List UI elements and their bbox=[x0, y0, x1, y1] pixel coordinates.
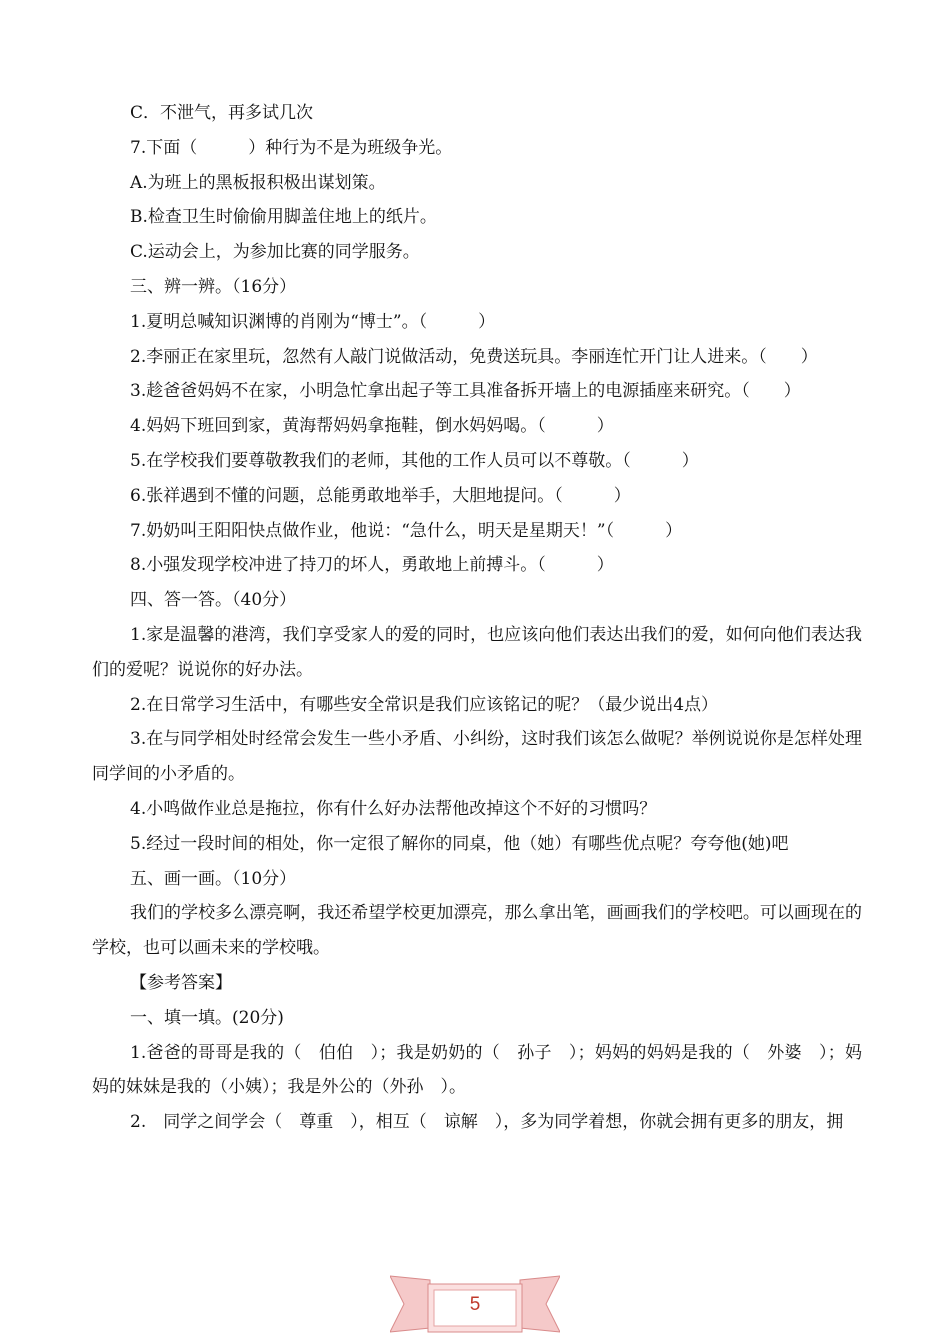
answer-question: 1.家是温馨的港湾，我们享受家人的爱的同时，也应该向他们表达出我们的爱，如何向他们表达我们的爱呢？说说你的好办法。 bbox=[92, 624, 862, 680]
page-footer bbox=[0, 1268, 950, 1344]
judge-item: 4.妈妈下班回到家，黄海帮妈妈拿拖鞋，倒水妈妈喝。（ ） bbox=[130, 416, 614, 437]
judge-item: 8.小强发现学校冲进了持刀的坏人，勇敢地上前搏斗。（ ） bbox=[130, 555, 614, 576]
judge-item: 2.李丽正在家里玩，忽然有人敲门说做活动，免费送玩具。李丽连忙开门让人进来。（ ） bbox=[130, 346, 818, 367]
judge-item: 3.趁爸爸妈妈不在家，小明急忙拿出起子等工具准备拆开墙上的电源插座来研究。（ ） bbox=[130, 381, 801, 402]
drawing-task: 我们的学校多么漂亮啊，我还希望学校更加漂亮，那么拿出笔，画画我们的学校吧。可以画现在的学校，也可以画未来的学校哦。 bbox=[92, 903, 862, 959]
section-heading: 一、填一填。(20分) bbox=[130, 1007, 284, 1028]
option-b: B.检查卫生时偷偷用脚盖住地上的纸片。 bbox=[130, 207, 437, 228]
section-heading: 四、答一答。（40分） bbox=[130, 590, 297, 611]
judge-item: 7.奶奶叫王阳阳快点做作业，他说：“急什么，明天是星期天！”（ ） bbox=[130, 520, 683, 541]
document-body bbox=[92, 96, 862, 1140]
answer-question: 4.小鸣做作业总是拖拉，你有什么好办法帮他改掉这个不好的习惯吗？ bbox=[130, 798, 657, 819]
answer-question: 5.经过一段时间的相处，你一定很了解你的同桌，他（她）有哪些优点呢？夸夸他(她)吧 bbox=[130, 833, 789, 854]
option-a: A.为班上的黑板报积极出谋划策。 bbox=[130, 172, 386, 193]
answer-item: 1.爸爸的哥哥是我的（ 伯伯 ）；我是奶奶的（ 孙子 ）；妈妈的妈妈是我的（ 外婆 ）；妈妈的妹妹是我的（小姨）；我是外公的（外孙 ）。 bbox=[92, 1042, 862, 1098]
page-number: 5 bbox=[469, 1294, 481, 1315]
judge-item: 1.夏明总喊知识渊博的肖刚为“博士”。（ ） bbox=[130, 311, 496, 332]
judge-item: 6.张祥遇到不懂的问题，总能勇敢地举手，大胆地提问。（ ） bbox=[130, 485, 631, 506]
judge-item: 5.在学校我们要尊敬教我们的老师，其他的工作人员可以不尊敬。（ ） bbox=[130, 450, 699, 471]
answer-item: 2. 同学之间学会（ 尊重 ），相互（ 谅解 ），多为同学着想，你就会拥有更多的朋友，拥 bbox=[130, 1112, 844, 1133]
question-7: 7.下面（ ）种行为不是为班级争光。 bbox=[130, 137, 453, 158]
answer-key-heading: 【参考答案】 bbox=[130, 972, 232, 993]
answer-question: 2.在日常学习生活中，有哪些安全常识是我们应该铭记的呢？（最少说出4点） bbox=[130, 694, 719, 715]
section-heading: 三、辨一辨。（16分） bbox=[130, 276, 297, 297]
option-c: C．不泄气，再多试几次 bbox=[130, 103, 314, 123]
section-heading: 五、画一画。（10分） bbox=[130, 868, 297, 889]
option-c: C.运动会上，为参加比赛的同学服务。 bbox=[130, 242, 420, 263]
answer-question: 3.在与同学相处时经常会发生一些小矛盾、小纠纷，这时我们该怎么做呢？举例说说你是怎样处理同学间的小矛盾的。 bbox=[92, 729, 862, 785]
